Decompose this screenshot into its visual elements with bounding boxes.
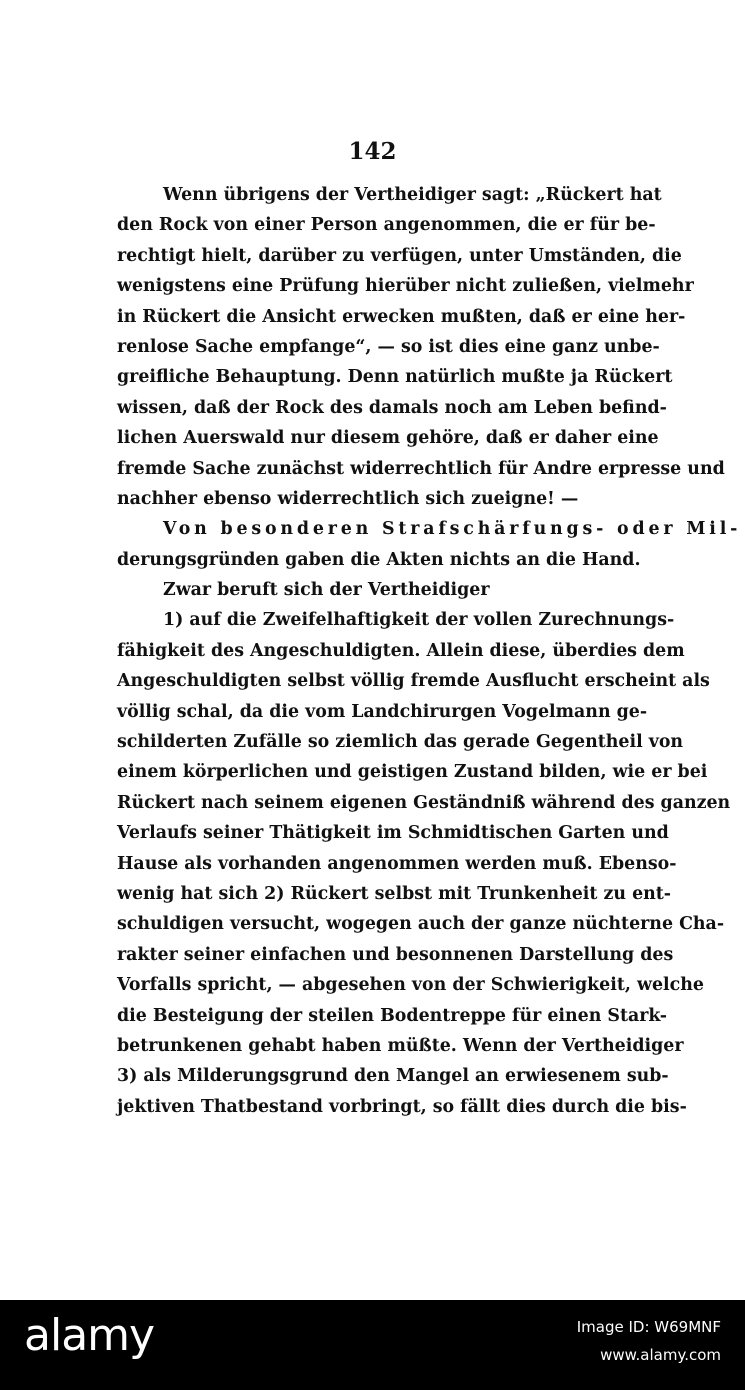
site-url: www.alamy.com (600, 1346, 721, 1364)
text-line-14: Zwar beruft sich der Vertheidiger (163, 580, 490, 601)
text-line-25: schuldigen versucht, wogegen auch der ganze nüchterne Cha- (117, 914, 725, 935)
text-line-3: rechtigt hielt, darüber zu verfügen, unter Umständen, die (117, 245, 682, 266)
text-line-11: nachher ebenso widerrechtlich sich zueigne! — (117, 488, 579, 509)
alamy-logo: alamy (24, 1310, 155, 1361)
text-line-26: rakter seiner einfachen und besonnenen Darstellung des (117, 944, 674, 965)
text-line-2: den Rock von einer Person angenommen, die er für be- (117, 215, 656, 236)
text-line-4: wenigstens eine Prüfung hierüber nicht zuließen, vielmehr (117, 276, 694, 297)
text-line-9: lichen Auerswald nur diesem gehöre, daß er daher eine (117, 428, 659, 449)
text-line-7: greifliche Behauptung. Denn natürlich mußte ja Rückert (117, 367, 673, 388)
text-line-6: renlose Sache empfange“, — so ist dies eine ganz unbe- (117, 336, 660, 357)
text-line-24: wenig hat sich 2) Rückert selbst mit Trunkenheit zu ent- (117, 883, 672, 904)
page-number: 142 (348, 138, 397, 165)
body-text (117, 180, 742, 1122)
text-line-10: fremde Sache zunächst widerrechtlich für Andre erpresse und (117, 458, 725, 479)
watermark-banner (0, 1300, 745, 1390)
text-line-8: wissen, daß der Rock des damals noch am Leben befind- (117, 397, 667, 418)
text-line-16: fähigkeit des Angeschuldigten. Allein diese, überdies dem (117, 640, 685, 661)
text-line-18: völlig schal, da die vom Landchirurgen Vogelmann ge- (117, 701, 648, 722)
text-line-15: 1) auf die Zweifelhaftigkeit der vollen Zurechnungs- (163, 610, 675, 631)
text-line-27: Vorfalls spricht, — abgesehen von der Schwierigkeit, welche (117, 975, 704, 996)
text-line-29: betrunkenen gehabt haben müßte. Wenn der Vertheidiger (117, 1035, 684, 1056)
text-line-21: Rückert nach seinem eigenen Geständniß während des ganzen (117, 792, 731, 813)
text-line-12: Von besonderen Strafschärfungs- oder Mil- (163, 519, 742, 540)
text-line-30: 3) als Milderungsgrund den Mangel an erwiesenem sub- (117, 1066, 669, 1087)
text-line-13: derungsgründen gaben die Akten nichts an die Hand. (117, 549, 641, 570)
text-line-5: in Rückert die Ansicht erwecken mußten, daß er eine her- (117, 306, 686, 327)
text-line-1: Wenn übrigens der Vertheidiger sagt: „Rückert hat (163, 185, 662, 205)
text-line-17: Angeschuldigten selbst völlig fremde Ausflucht erscheint als (117, 671, 710, 692)
text-line-23: Hause als vorhanden angenommen werden muß. Ebenso- (117, 853, 677, 874)
image-id: Image ID: W69MNF (576, 1318, 721, 1336)
text-line-20: einem körperlichen und geistigen Zustand bilden, wie er bei (117, 762, 708, 783)
text-line-19: schilderten Zufälle so ziemlich das gerade Gegentheil von (117, 732, 684, 753)
text-line-22: Verlaufs seiner Thätigkeit im Schmidtischen Garten und (117, 823, 669, 844)
text-line-28: die Besteigung der steilen Bodentreppe für einen Stark- (117, 1005, 667, 1026)
text-line-31: jektiven Thatbestand vorbringt, so fällt dies durch die bis- (117, 1096, 687, 1117)
